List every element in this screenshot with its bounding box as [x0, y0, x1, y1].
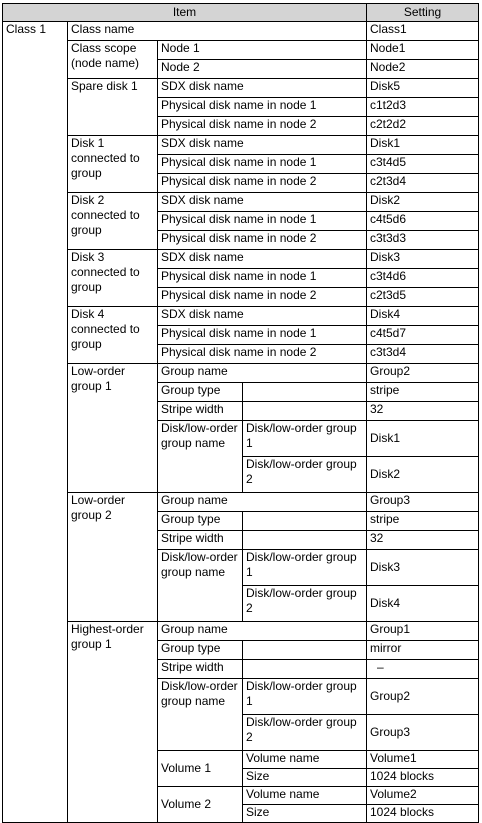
highest-group-1-member1-label: Disk/low-order group 1 [243, 679, 367, 715]
low-group-2-disk-label: Disk/low-order group name [158, 550, 243, 622]
highest-group-1-volume-1-label: Volume 1 [158, 751, 243, 787]
disk-3-label: Disk 3 connected to group [68, 250, 158, 307]
highest-group-1-group-name-label: Group name [158, 622, 367, 641]
low-group-1-group-type-blank [243, 383, 367, 402]
disk-4-phys2-value: c3t3d4 [367, 345, 479, 364]
low-group-2-group-type-value: stripe [367, 512, 479, 531]
disk-4-label: Disk 4 connected to group [68, 307, 158, 364]
disk-3-phys2-value: c2t3d5 [367, 288, 479, 307]
highest-group-1-volume-1-name-label: Volume name [243, 751, 367, 769]
spare-disk-1-phys2-value: c2t2d2 [367, 117, 479, 136]
disk-2-phys2-label: Physical disk name in node 2 [158, 231, 367, 250]
highest-group-1-member2-value: Group3 [367, 715, 479, 751]
low-group-1-disk-label: Disk/low-order group name [158, 421, 243, 493]
highest-group-1-volume-2-size-label: Size [243, 805, 367, 823]
table-row [3, 41, 479, 60]
highest-group-1-stripe-width-blank [243, 660, 367, 679]
highest-group-1-volume-2-label: Volume 2 [158, 787, 243, 823]
low-group-1-group-name-value: Group2 [367, 364, 479, 383]
spare-disk-1-phys1-value: c1t2d3 [367, 98, 479, 117]
disk-3-sdx-label: SDX disk name [158, 250, 367, 269]
settings-table [2, 3, 479, 823]
highest-group-1-volume-1-name-value: Volume1 [367, 751, 479, 769]
disk-2-phys1-value: c4t5d6 [367, 212, 479, 231]
low-group-2-group-type-label: Group type [158, 512, 243, 531]
spare-disk-1-phys1-label: Physical disk name in node 1 [158, 98, 367, 117]
highest-group-1-stripe-width-label: Stripe width [158, 660, 243, 679]
highest-group-1-group-type-label: Group type [158, 641, 243, 660]
disk-2-label: Disk 2 connected to group [68, 193, 158, 250]
low-group-1-group-type-label: Group type [158, 383, 243, 402]
spare-disk-1-sdx-label: SDX disk name [158, 79, 367, 98]
table-row [3, 364, 479, 383]
class-name-label: Class name [68, 22, 367, 41]
low-group-2-member1-label: Disk/low-order group 1 [243, 550, 367, 586]
disk-4-sdx-label: SDX disk name [158, 307, 367, 326]
class-scope-label: Class scope (node name) [68, 41, 158, 79]
header-item: Item [3, 4, 367, 22]
table-row [3, 4, 479, 22]
table-row [3, 250, 479, 269]
header-setting: Setting [367, 4, 479, 22]
disk-1-sdx-label: SDX disk name [158, 136, 367, 155]
highest-group-1-member2-label: Disk/low-order group 2 [243, 715, 367, 751]
class-label: Class 1 [3, 22, 68, 823]
low-group-2-group-name-label: Group name [158, 493, 367, 512]
disk-4-phys1-label: Physical disk name in node 1 [158, 326, 367, 345]
low-group-2-label: Low-order group 2 [68, 493, 158, 622]
disk-2-phys2-value: c3t3d3 [367, 231, 479, 250]
low-group-2-stripe-width-value: 32 [367, 531, 479, 550]
table-row [3, 307, 479, 326]
low-group-2-stripe-width-blank [243, 531, 367, 550]
low-group-1-member1-value: Disk1 [367, 421, 479, 457]
low-group-1-group-name-label: Group name [158, 364, 367, 383]
highest-group-1-group-type-value: mirror [367, 641, 479, 660]
disk-1-phys2-label: Physical disk name in node 2 [158, 174, 367, 193]
highest-group-1-volume-2-name-value: Volume2 [367, 787, 479, 805]
low-group-1-member1-label: Disk/low-order group 1 [243, 421, 367, 457]
node1-label: Node 1 [158, 41, 367, 60]
low-group-2-member1-value: Disk3 [367, 550, 479, 586]
low-group-2-group-type-blank [243, 512, 367, 531]
disk-3-phys2-label: Physical disk name in node 2 [158, 288, 367, 307]
low-group-1-label: Low-order group 1 [68, 364, 158, 493]
low-group-1-member2-label: Disk/low-order group 2 [243, 457, 367, 493]
low-group-1-group-type-value: stripe [367, 383, 479, 402]
table-row [3, 493, 479, 512]
spare-disk-1-label: Spare disk 1 [68, 79, 158, 136]
disk-4-phys2-label: Physical disk name in node 2 [158, 345, 367, 364]
disk-1-sdx-value: Disk1 [367, 136, 479, 155]
disk-1-label: Disk 1 connected to group [68, 136, 158, 193]
node2-value: Node2 [367, 60, 479, 79]
highest-group-1-volume-1-size-label: Size [243, 769, 367, 787]
table-row [3, 79, 479, 98]
disk-3-phys1-value: c3t4d6 [367, 269, 479, 288]
table-row [3, 622, 479, 641]
disk-2-sdx-label: SDX disk name [158, 193, 367, 212]
highest-group-1-volume-1-size-value: 1024 blocks [367, 769, 479, 787]
highest-group-1-group-name-value: Group1 [367, 622, 479, 641]
table-row [3, 193, 479, 212]
disk-3-phys1-label: Physical disk name in node 1 [158, 269, 367, 288]
spare-disk-1-sdx-value: Disk5 [367, 79, 479, 98]
low-group-2-member2-label: Disk/low-order group 2 [243, 586, 367, 622]
highest-group-1-group-type-blank [243, 641, 367, 660]
disk-4-sdx-value: Disk4 [367, 307, 479, 326]
disk-2-phys1-label: Physical disk name in node 1 [158, 212, 367, 231]
highest-group-1-label: Highest-order group 1 [68, 622, 158, 823]
low-group-1-member2-value: Disk2 [367, 457, 479, 493]
highest-group-1-volume-2-name-label: Volume name [243, 787, 367, 805]
low-group-2-stripe-width-label: Stripe width [158, 531, 243, 550]
node2-label: Node 2 [158, 60, 367, 79]
disk-1-phys2-value: c2t3d4 [367, 174, 479, 193]
disk-1-phys1-label: Physical disk name in node 1 [158, 155, 367, 174]
spare-disk-1-phys2-label: Physical disk name in node 2 [158, 117, 367, 136]
node1-value: Node1 [367, 41, 479, 60]
low-group-1-stripe-width-label: Stripe width [158, 402, 243, 421]
disk-3-sdx-value: Disk3 [367, 250, 479, 269]
table-row [3, 22, 479, 41]
disk-2-sdx-value: Disk2 [367, 193, 479, 212]
class-name-value: Class1 [367, 22, 479, 41]
low-group-1-stripe-width-value: 32 [367, 402, 479, 421]
low-group-2-member2-value: Disk4 [367, 586, 479, 622]
disk-1-phys1-value: c3t4d5 [367, 155, 479, 174]
low-group-1-stripe-width-blank [243, 402, 367, 421]
table-row [3, 136, 479, 155]
highest-group-1-volume-2-size-value: 1024 blocks [367, 805, 479, 823]
highest-group-1-member1-value: Group2 [367, 679, 479, 715]
disk-4-phys1-value: c4t5d7 [367, 326, 479, 345]
low-group-2-group-name-value: Group3 [367, 493, 479, 512]
highest-group-1-disk-label: Disk/low-order group name [158, 679, 243, 751]
highest-group-1-stripe-width-value: – [367, 660, 479, 679]
